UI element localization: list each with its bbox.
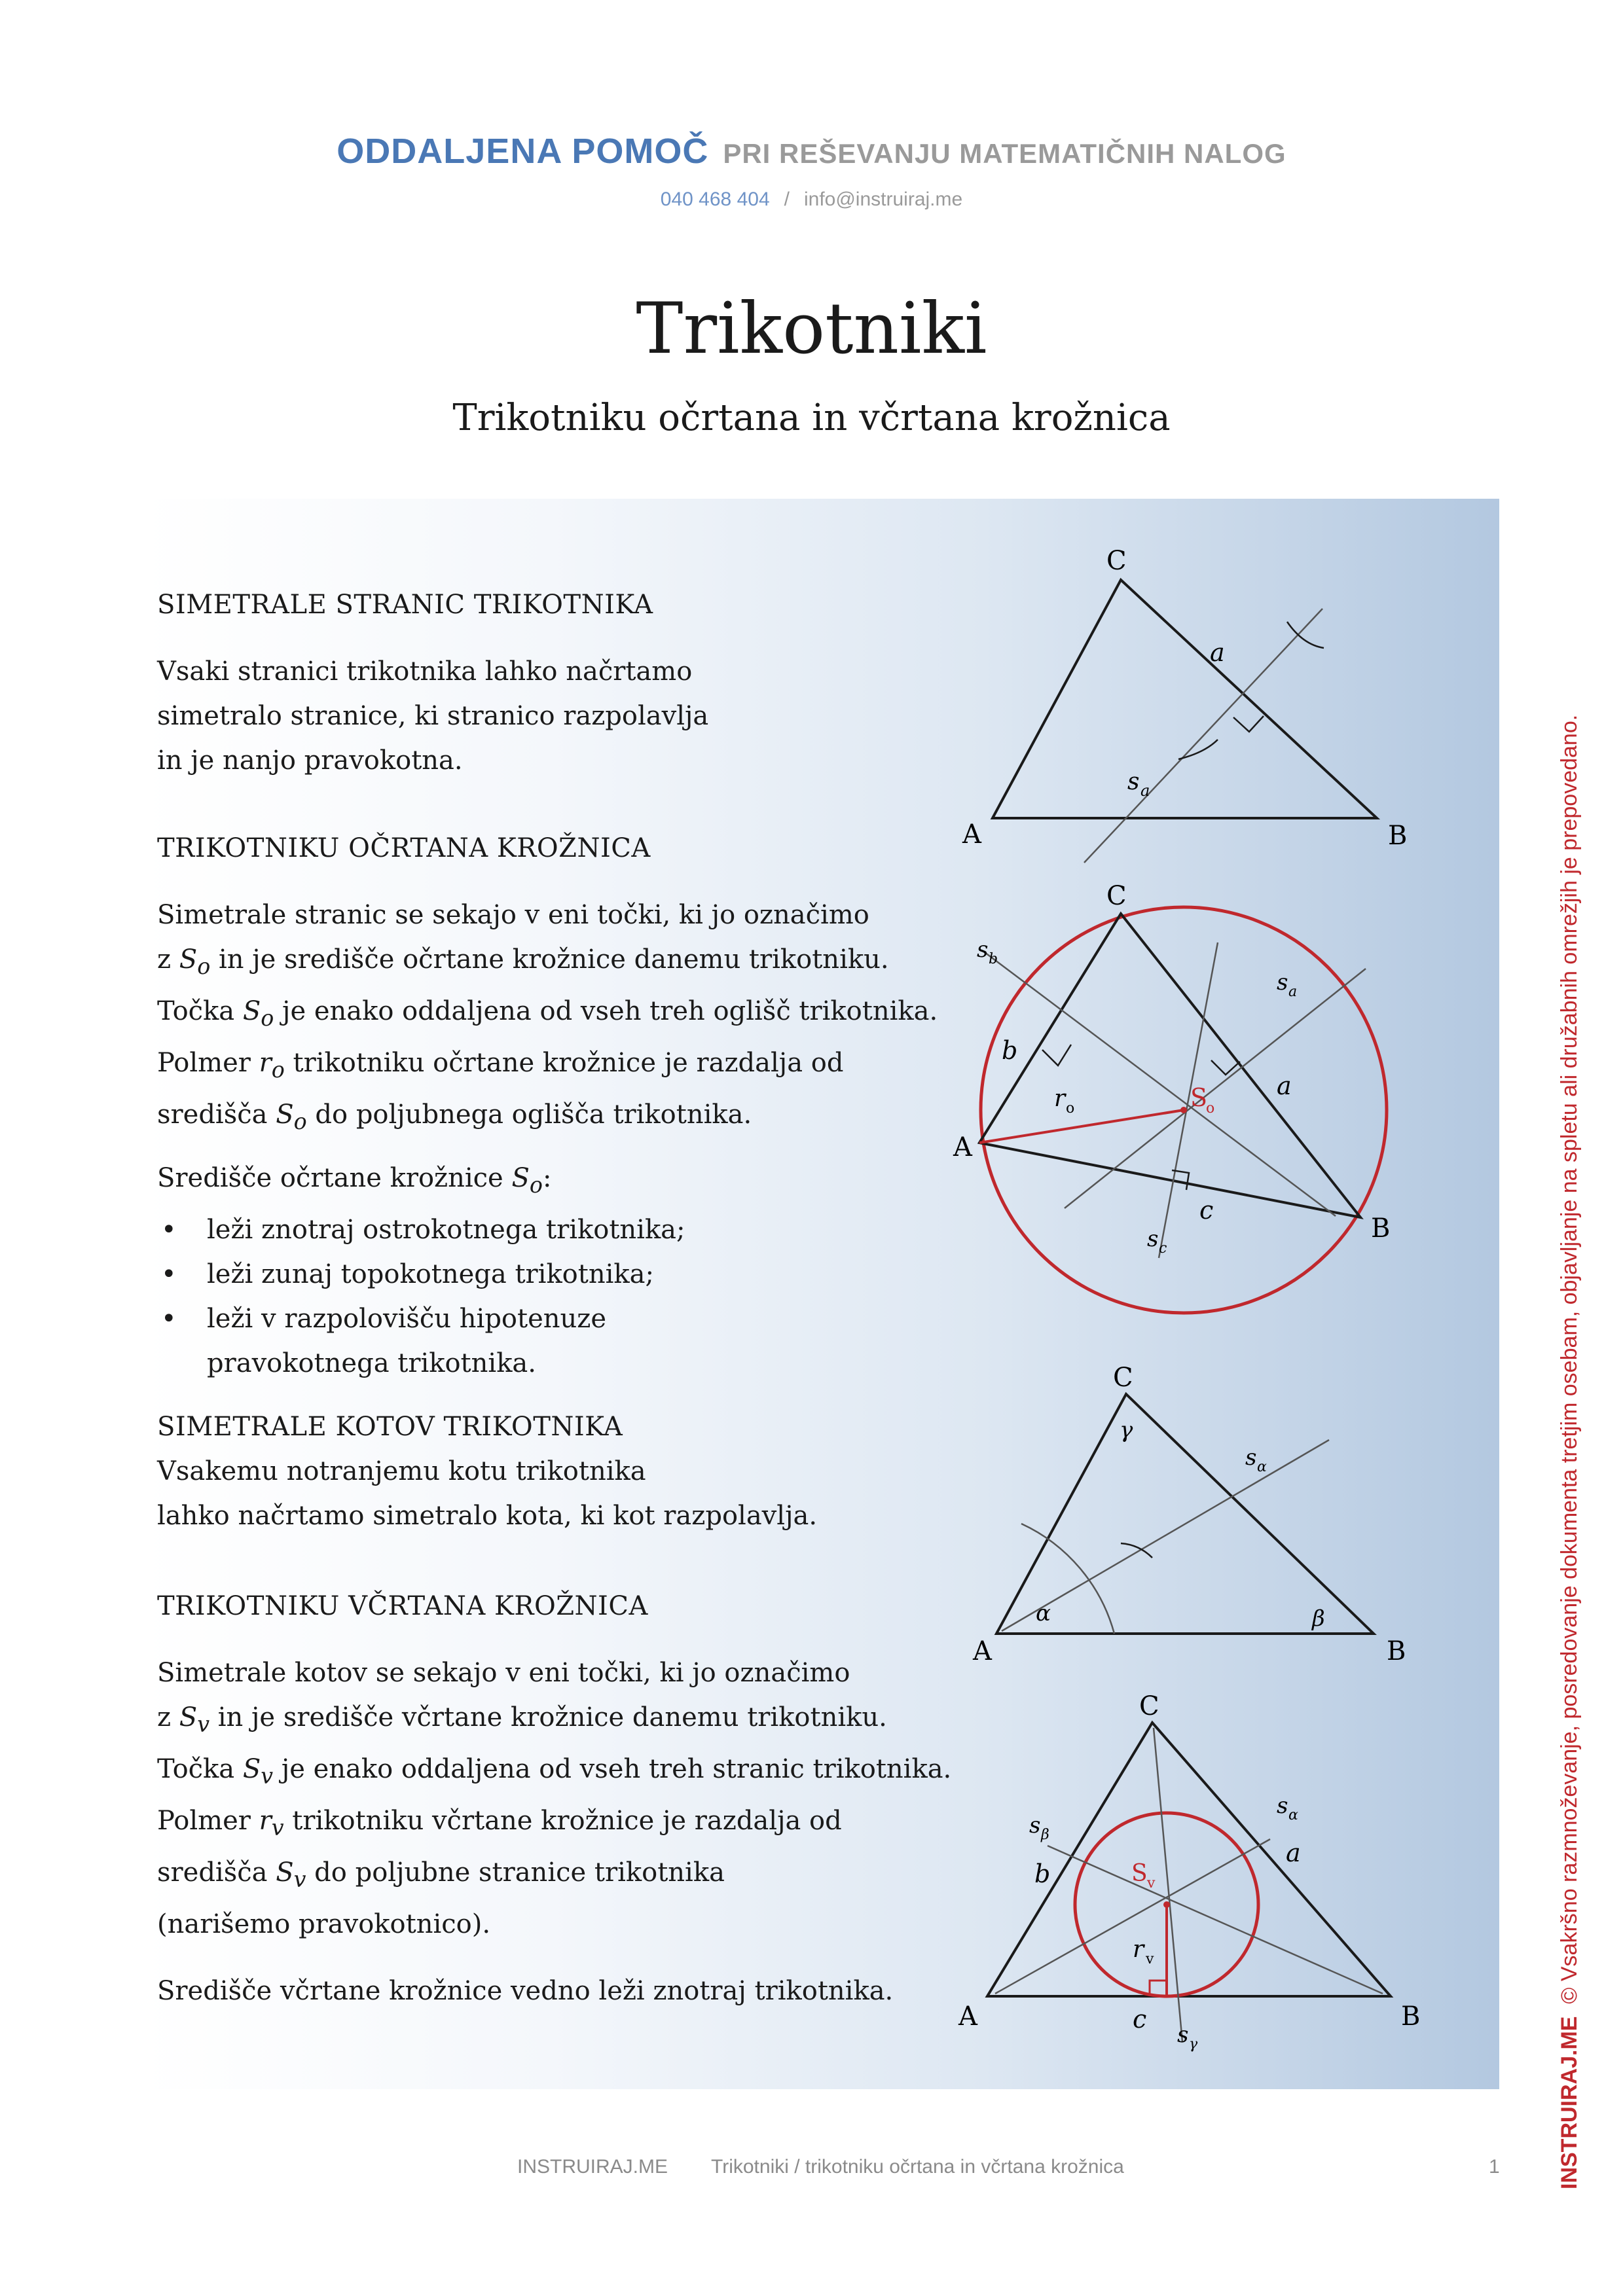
vertex-label: C: [1139, 1691, 1159, 1721]
paragraph-line: Točka $S_v$ je enako oddaljena od vseh treh stranic trikotnika.: [157, 1754, 952, 1789]
bisector-label: s: [977, 937, 989, 963]
paragraph-line: z $S_o$ in je središče očrtane krožnice danemu trikotniku.: [157, 944, 889, 979]
angle-label: α: [1036, 1600, 1051, 1626]
paragraph-line: Simetrale kotov se sekajo v eni točki, ki jo označimo: [157, 1658, 850, 1688]
paragraph-line: središča $S_v$ do poljubne stranice trikotnika: [157, 1857, 725, 1892]
radius-subscript: o: [1066, 1100, 1075, 1117]
copyright-side-note: [1557, 714, 1582, 2189]
side-label: c: [1133, 2005, 1147, 2034]
bisector-subscript: c: [1159, 1240, 1167, 1257]
list-item-continuation: pravokotnega trikotnika.: [207, 1348, 536, 1378]
bisector-label: s: [1245, 1444, 1257, 1471]
vertex-label: A: [958, 2001, 977, 2032]
paragraph-line: z $S_v$ in je središče včrtane krožnice danemu trikotniku.: [157, 1702, 887, 1737]
paragraph-line: Središče včrtane krožnice vedno leži znotraj trikotnika.: [157, 1976, 894, 2006]
center-label: S: [1131, 1860, 1148, 1887]
bisector-label: s: [1127, 768, 1140, 795]
side-label: b: [1002, 1036, 1018, 1065]
paragraph-line: Vsaki stranici trikotnika lahko načrtamo: [157, 656, 693, 687]
triangle-abc: [979, 914, 1360, 1217]
figure-angle-bisector: [972, 1363, 1406, 1666]
center-label: S: [1190, 1083, 1208, 1112]
figure-side-bisector: [962, 546, 1407, 863]
bisector-a: [1065, 969, 1366, 1208]
right-angle-mark: [1233, 716, 1264, 732]
bisector-beta: [1048, 1846, 1383, 1994]
bisector-subscript: α: [1288, 1807, 1298, 1823]
paragraph-line: Polmer $r_v$ trikotniku včrtane krožnice je razdalja od: [157, 1806, 842, 1840]
vertex-label: C: [1113, 1363, 1133, 1393]
page-number: 1: [1489, 2156, 1500, 2178]
center-subscript: o: [1206, 1100, 1215, 1117]
paragraph-line: Točka $S_o$ je enako oddaljena od vseh treh oglišč trikotnika.: [157, 996, 938, 1031]
section-heading: SIMETRALE KOTOV TRIKOTNIKA: [157, 1412, 623, 1442]
bisector-label: s: [1177, 2022, 1189, 2048]
brand-tagline: PRI REŠEVANJU MATEMATIČNIH NALOG: [723, 138, 1286, 169]
list-item: • leži zunaj topokotnega trikotnika;: [157, 1252, 995, 1297]
bisector-label: s: [1147, 1226, 1159, 1252]
angle-label: γ: [1120, 1417, 1133, 1443]
page-title: Trikotniki: [636, 288, 987, 370]
figure-circumscribed-circle: [953, 881, 1390, 1313]
bisector-subscript: α: [1257, 1459, 1267, 1475]
figure-inscribed-circle: [958, 1691, 1420, 2053]
bisector-label: s: [1029, 1812, 1041, 1839]
email-link[interactable]: info@instruiraj.me: [803, 188, 963, 210]
side-label: a: [1277, 1071, 1292, 1100]
paragraph-line: Polmer $r_o$ trikotniku očrtane krožnice je razdalja od: [157, 1048, 844, 1083]
list-item: • leži v razpolovišču hipotenuze: [157, 1297, 995, 1341]
section-heading: SIMETRALE STRANIC TRIKOTNIKA: [157, 590, 653, 620]
radius-label: r: [1133, 1936, 1144, 1963]
bisector-label: s: [1277, 969, 1288, 996]
brand-title: ODDALJENA POMOČ: [337, 132, 709, 171]
side-brand: INSTRUIRAJ.ME: [1557, 2016, 1582, 2189]
paragraph-line: središča $S_o$ do poljubnega oglišča trikotnika.: [157, 1100, 752, 1134]
side-label: c: [1199, 1196, 1214, 1225]
circumcenter-point: [1180, 1107, 1187, 1113]
center-subscript: v: [1147, 1875, 1156, 1892]
bisector-subscript: a: [1288, 984, 1298, 1000]
vertex-label: B: [1387, 1636, 1406, 1666]
vertex-label: A: [973, 1636, 992, 1666]
bisector-subscript: a: [1140, 781, 1150, 800]
radius-label: r: [1054, 1085, 1066, 1112]
page-subtitle: Trikotniku očrtana in včrtana krožnica: [452, 397, 1171, 439]
footer-doc-title: Trikotniki / trikotniku očrtana in včrtana krožnica: [711, 2156, 1124, 2178]
bisector-subscript: b: [989, 951, 998, 967]
paragraph-line: Vsakemu notranjemu kotu trikotnika: [157, 1456, 646, 1486]
vertex-label: A: [962, 819, 981, 850]
side-label: b: [1034, 1859, 1051, 1888]
bisector-subscript: β: [1041, 1827, 1049, 1843]
bisector-subscript: γ: [1189, 2036, 1198, 2053]
section-heading: TRIKOTNIKU VČRTANA KROŽNICA: [157, 1591, 648, 1621]
vertex-label: C: [1106, 546, 1127, 576]
vertex-label: B: [1371, 1213, 1391, 1244]
footer-brand: INSTRUIRAJ.ME: [517, 2156, 668, 2178]
vertex-label: A: [953, 1132, 972, 1162]
paragraph-line: simetralo stranice, ki stranico razpolavlja: [157, 701, 709, 731]
triangle-abc: [993, 580, 1377, 818]
side-label: a: [1286, 1839, 1301, 1867]
contact-separator: /: [784, 188, 790, 210]
incenter-point: [1163, 1901, 1170, 1908]
section-heading: TRIKOTNIKU OČRTANA KROŽNICA: [157, 833, 651, 863]
vertex-label: B: [1401, 2001, 1421, 2032]
right-angle-mark: [1042, 1045, 1071, 1066]
paragraph-line: in je nanjo pravokotna.: [157, 745, 463, 776]
paragraph-line: lahko načrtamo simetralo kota, ki kot razpolavlja.: [157, 1501, 818, 1531]
paragraph-line: (narišemo pravokotnico).: [157, 1909, 491, 1939]
paragraph-line: Središče očrtane krožnice $S_o$:: [157, 1163, 552, 1198]
angle-label: β: [1312, 1605, 1325, 1632]
phone-number[interactable]: 040 468 404: [660, 188, 770, 210]
paragraph-line: Simetrale stranic se sekajo v eni točki, ki jo označimo: [157, 900, 869, 930]
side-text: © Vsakršno razmnoževanje, posredovanje dokumenta tretjim osebam, objavljanje na spletu ali družabnih omrežjih je prepovedano.: [1557, 714, 1582, 2004]
vertex-label: C: [1106, 881, 1127, 911]
bisector-label: s: [1277, 1793, 1288, 1819]
triangle-abc: [996, 1394, 1374, 1634]
list-item: • leži znotraj ostrokotnega trikotnika;: [157, 1208, 995, 1252]
side-label: a: [1210, 638, 1225, 667]
vertex-label: B: [1388, 821, 1408, 851]
radius-subscript: v: [1146, 1951, 1154, 1967]
